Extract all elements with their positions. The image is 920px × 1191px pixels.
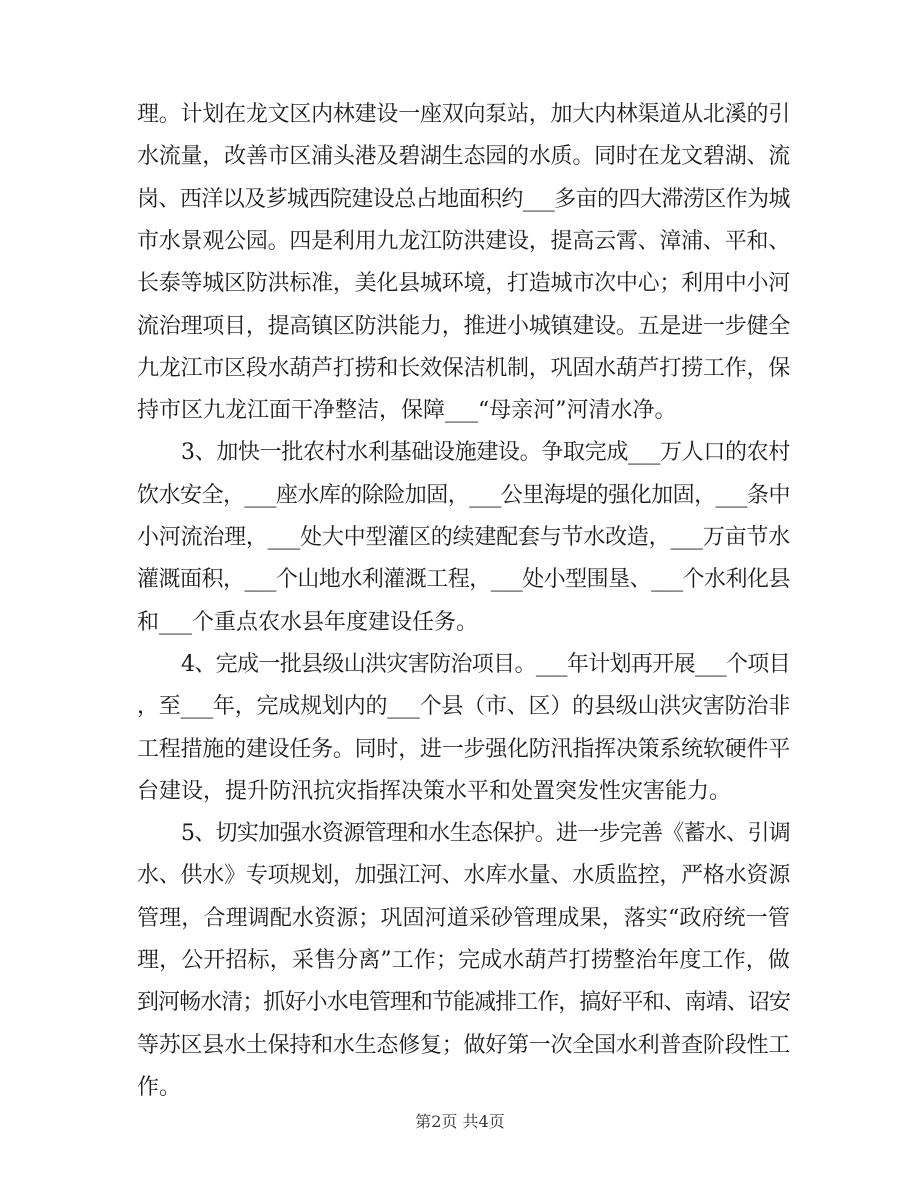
text-line: 台建设，提升防汛抗灾指挥决策水平和处置突发性灾害能力。 bbox=[137, 779, 732, 804]
text-line: 管理，合理调配水资源；巩固河道采砂管理成果，落实“政府统一管 bbox=[137, 906, 790, 931]
text-line: 持市区九龙江面干净整洁，保障___“母亲河”河清水净。 bbox=[137, 398, 677, 423]
text-line: 等苏区县水土保持和水生态修复；做好第一次全国水利普查阶段性工 bbox=[137, 1033, 790, 1058]
text-line: 市水景观公园。四是利用九龙江防洪建设，提高云霄、漳浦、平和、 bbox=[137, 229, 790, 254]
text-line: 到河畅水清；抓好小水电管理和节能减排工作，搞好平和、南靖、诏安 bbox=[137, 990, 790, 1015]
text-line: ，至___年，完成规划内的___个县（市、区）的县级山洪灾害防治非 bbox=[137, 694, 790, 719]
page-number-footer: 第2页 共4页 bbox=[415, 1112, 505, 1131]
text-line: 水、供水》专项规划，加强江河、水库水量、水质监控，严格水资源 bbox=[137, 863, 790, 888]
text-line: 流治理项目，提高镇区防洪能力，推进小城镇建设。五是进一步健全 bbox=[137, 314, 790, 339]
text-line: 水流量，改善市区浦头港及碧湖生态园的水质。同时在龙文碧湖、流 bbox=[137, 144, 790, 169]
text-line: 工程措施的建设任务。同时，进一步强化防汛指挥决策系统软硬件平 bbox=[137, 737, 790, 762]
text-line: 九龙江市区段水葫芦打捞和长效保洁机制，巩固水葫芦打捞工作，保 bbox=[137, 356, 790, 381]
paragraph-start-line: 5、切实加强水资源管理和水生态保护。进一步完善《蓄水、引调 bbox=[181, 821, 790, 846]
paragraph-start-line: 4、完成一批县级山洪灾害防治项目。___年计划再开展___个项目 bbox=[181, 652, 790, 677]
text-line: 饮水安全，___座水库的除险加固，___公里海堤的强化加固，___条中 bbox=[137, 483, 790, 508]
text-line: 小河流治理，___处大中型灌区的续建配套与节水改造，___万亩节水 bbox=[137, 525, 790, 550]
text-line: 理。计划在龙文区内林建设一座双向泵站，加大内林渠道从北溪的引 bbox=[137, 102, 790, 127]
text-line: 岗、西洋以及芗城西院建设总占地面积约___多亩的四大滞涝区作为城 bbox=[137, 187, 790, 212]
text-line: 作。 bbox=[137, 1075, 182, 1100]
text-line: 理，公开招标，采售分离”工作；完成水葫芦打捞整治年度工作，做 bbox=[137, 948, 790, 973]
text-line: 和___个重点农水县年度建设任务。 bbox=[137, 610, 479, 635]
text-line: 灌溉面积，___个山地水利灌溉工程，___处小型围垦、___个水利化县 bbox=[137, 567, 790, 592]
text-line: 长泰等城区防洪标准，美化县城环境，打造城市次中心；利用中小河 bbox=[137, 271, 790, 296]
paragraph-start-line: 3、加快一批农村水利基础设施建设。争取完成___万人口的农村 bbox=[181, 440, 790, 465]
